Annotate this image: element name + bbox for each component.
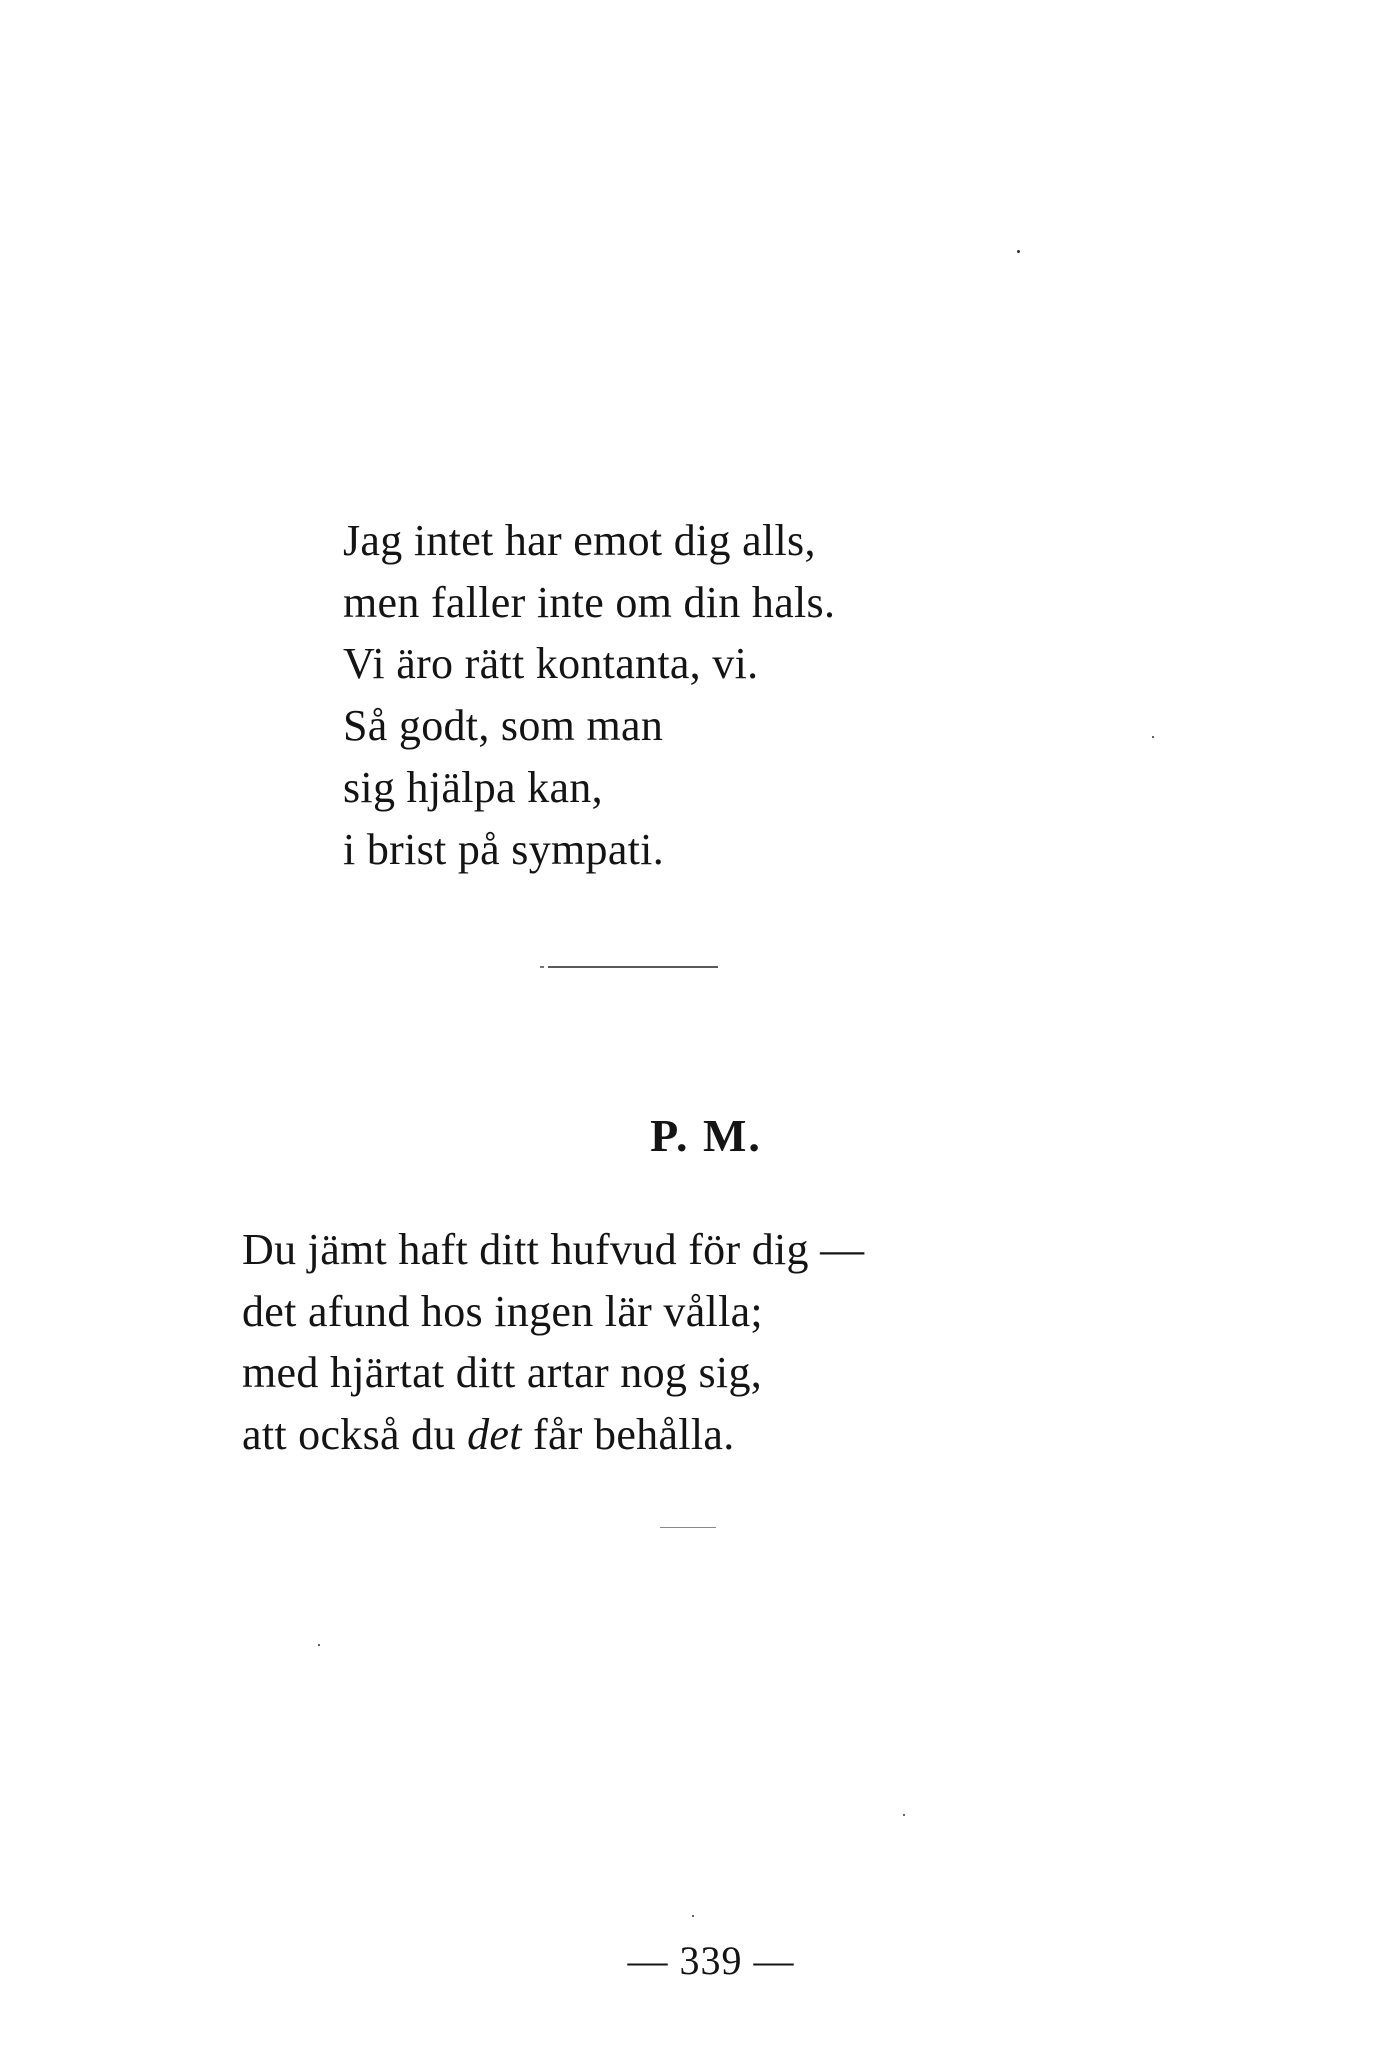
poem-line: Så godt, som man bbox=[343, 701, 664, 750]
line-text: får behålla. bbox=[521, 1410, 735, 1459]
page-number: — 339 — bbox=[627, 1938, 795, 1983]
section-heading: P. M. bbox=[650, 1110, 762, 1161]
emphasized-word: det bbox=[467, 1410, 522, 1459]
scan-speck bbox=[1017, 250, 1020, 253]
poem-line: det afund hos ingen lär vålla; bbox=[242, 1287, 763, 1336]
scan-speck bbox=[1152, 736, 1154, 738]
poem-line: sig hjälpa kan, bbox=[343, 763, 603, 812]
poem-line: med hjärtat ditt artar nog sig, bbox=[242, 1348, 763, 1397]
poem-line: Vi äro rätt kontanta, vi. bbox=[343, 639, 759, 688]
scan-speck bbox=[903, 1814, 905, 1816]
line-text: att också du bbox=[242, 1410, 468, 1459]
poem-line: men faller inte om din hals. bbox=[343, 578, 836, 627]
scan-speck bbox=[318, 1644, 320, 1646]
poem-line: Du jämt haft ditt hufvud för dig — bbox=[242, 1225, 865, 1274]
poem-line: i brist på sympati. bbox=[343, 825, 665, 874]
end-divider bbox=[660, 1527, 716, 1528]
section-divider bbox=[548, 966, 718, 968]
poem-line-with-emphasis bbox=[242, 1410, 735, 1459]
poem-line: Jag intet har emot dig alls, bbox=[343, 516, 816, 565]
section-divider-dot bbox=[540, 966, 544, 968]
scan-speck bbox=[692, 1915, 694, 1917]
